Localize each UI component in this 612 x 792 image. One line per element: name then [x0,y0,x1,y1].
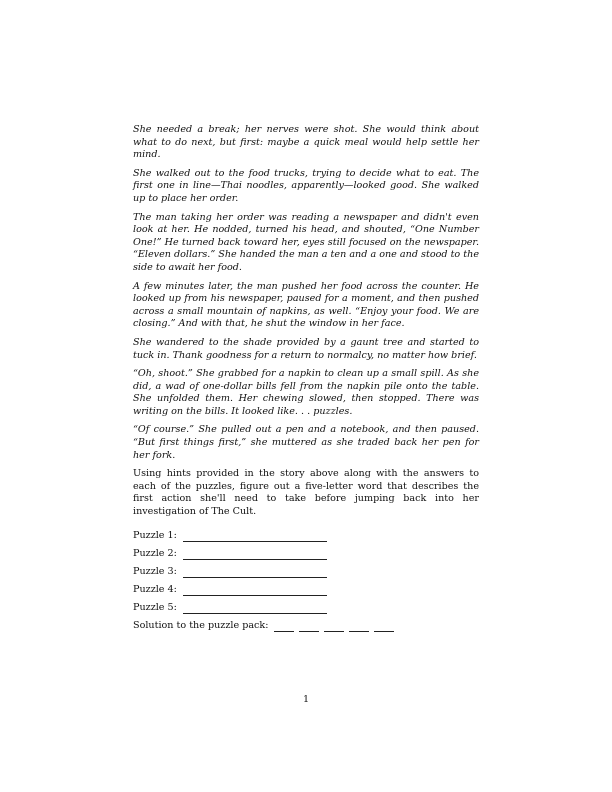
story-paragraph: The man taking her order was reading a newspaper and didn't even look at her. He nodded, turned his head, and shouted, “One Number One!” He turned back toward her, eyes still focused on the newspaper. “Eleven dollars.” She handed the man a ten and a one and stood to the side to await her food. [133,211,479,273]
puzzle-row [133,524,479,542]
puzzle-1-answer-line[interactable] [183,531,327,542]
solution-letter-blank[interactable] [299,621,319,632]
story-paragraph: “Of course.” She pulled out a pen and a notebook, and then paused. “But first things first,” she muttered as she traded back her pen for her fork. [133,424,479,461]
page-number: 1 [302,694,310,705]
solution-row [133,614,479,632]
puzzle-label: Puzzle 5: [133,601,177,613]
solution-label: Solution to the puzzle pack: [133,619,269,631]
puzzle-row [133,578,479,596]
page-content [133,124,479,632]
puzzle-3-answer-line[interactable] [183,567,327,578]
puzzle-4-answer-line[interactable] [183,585,327,596]
puzzle-label: Puzzle 2: [133,547,177,559]
story-paragraph: A few minutes later, the man pushed her food across the counter. He looked up from his newspaper, paused for a moment, and then pushed across a small mountain of napkins, as well. “Enjoy your food. We are closing.” And with that, he shut the window in her face. [133,280,479,330]
solution-letter-blank[interactable] [349,621,369,632]
puzzle-label: Puzzle 4: [133,583,177,595]
puzzle-label: Puzzle 3: [133,565,177,577]
story-paragraph: She walked out to the food trucks, trying to decide what to eat. The first one in line—Thai noodles, apparently—looked good. She walked up to place her order. [133,167,479,204]
puzzle-row [133,542,479,560]
puzzle-row [133,596,479,614]
story-paragraph: She wandered to the shade provided by a gaunt tree and started to tuck in. Thank goodness for a return to normalcy, no matter how brief. [133,336,479,361]
solution-letter-blank[interactable] [274,621,294,632]
story-text [133,124,479,462]
story-paragraph: She needed a break; her nerves were shot. She would think about what to do next, but first: maybe a quick meal would help settle her mind. [133,124,479,161]
instructions: Using hints provided in the story above along with the answers to each of the puzzles, figure out a five-letter word that describes the first action she'll need to take before jumping back into her investigation of The Cult. [133,468,479,518]
puzzle-label: Puzzle 1: [133,529,177,541]
puzzle-2-answer-line[interactable] [183,549,327,560]
solution-letter-blank[interactable] [324,621,344,632]
story-paragraph: “Oh, shoot.” She grabbed for a napkin to clean up a small spill. As she did, a wad of one-dollar bills fell from the napkin pile onto the table. She unfolded them. Her chewing slowed, then stopped. There was writing on the bills. It looked like. . . puzzles. [133,368,479,417]
puzzle-row [133,560,479,578]
solution-letter-blank[interactable] [374,621,394,632]
puzzle-5-answer-line[interactable] [183,603,327,614]
